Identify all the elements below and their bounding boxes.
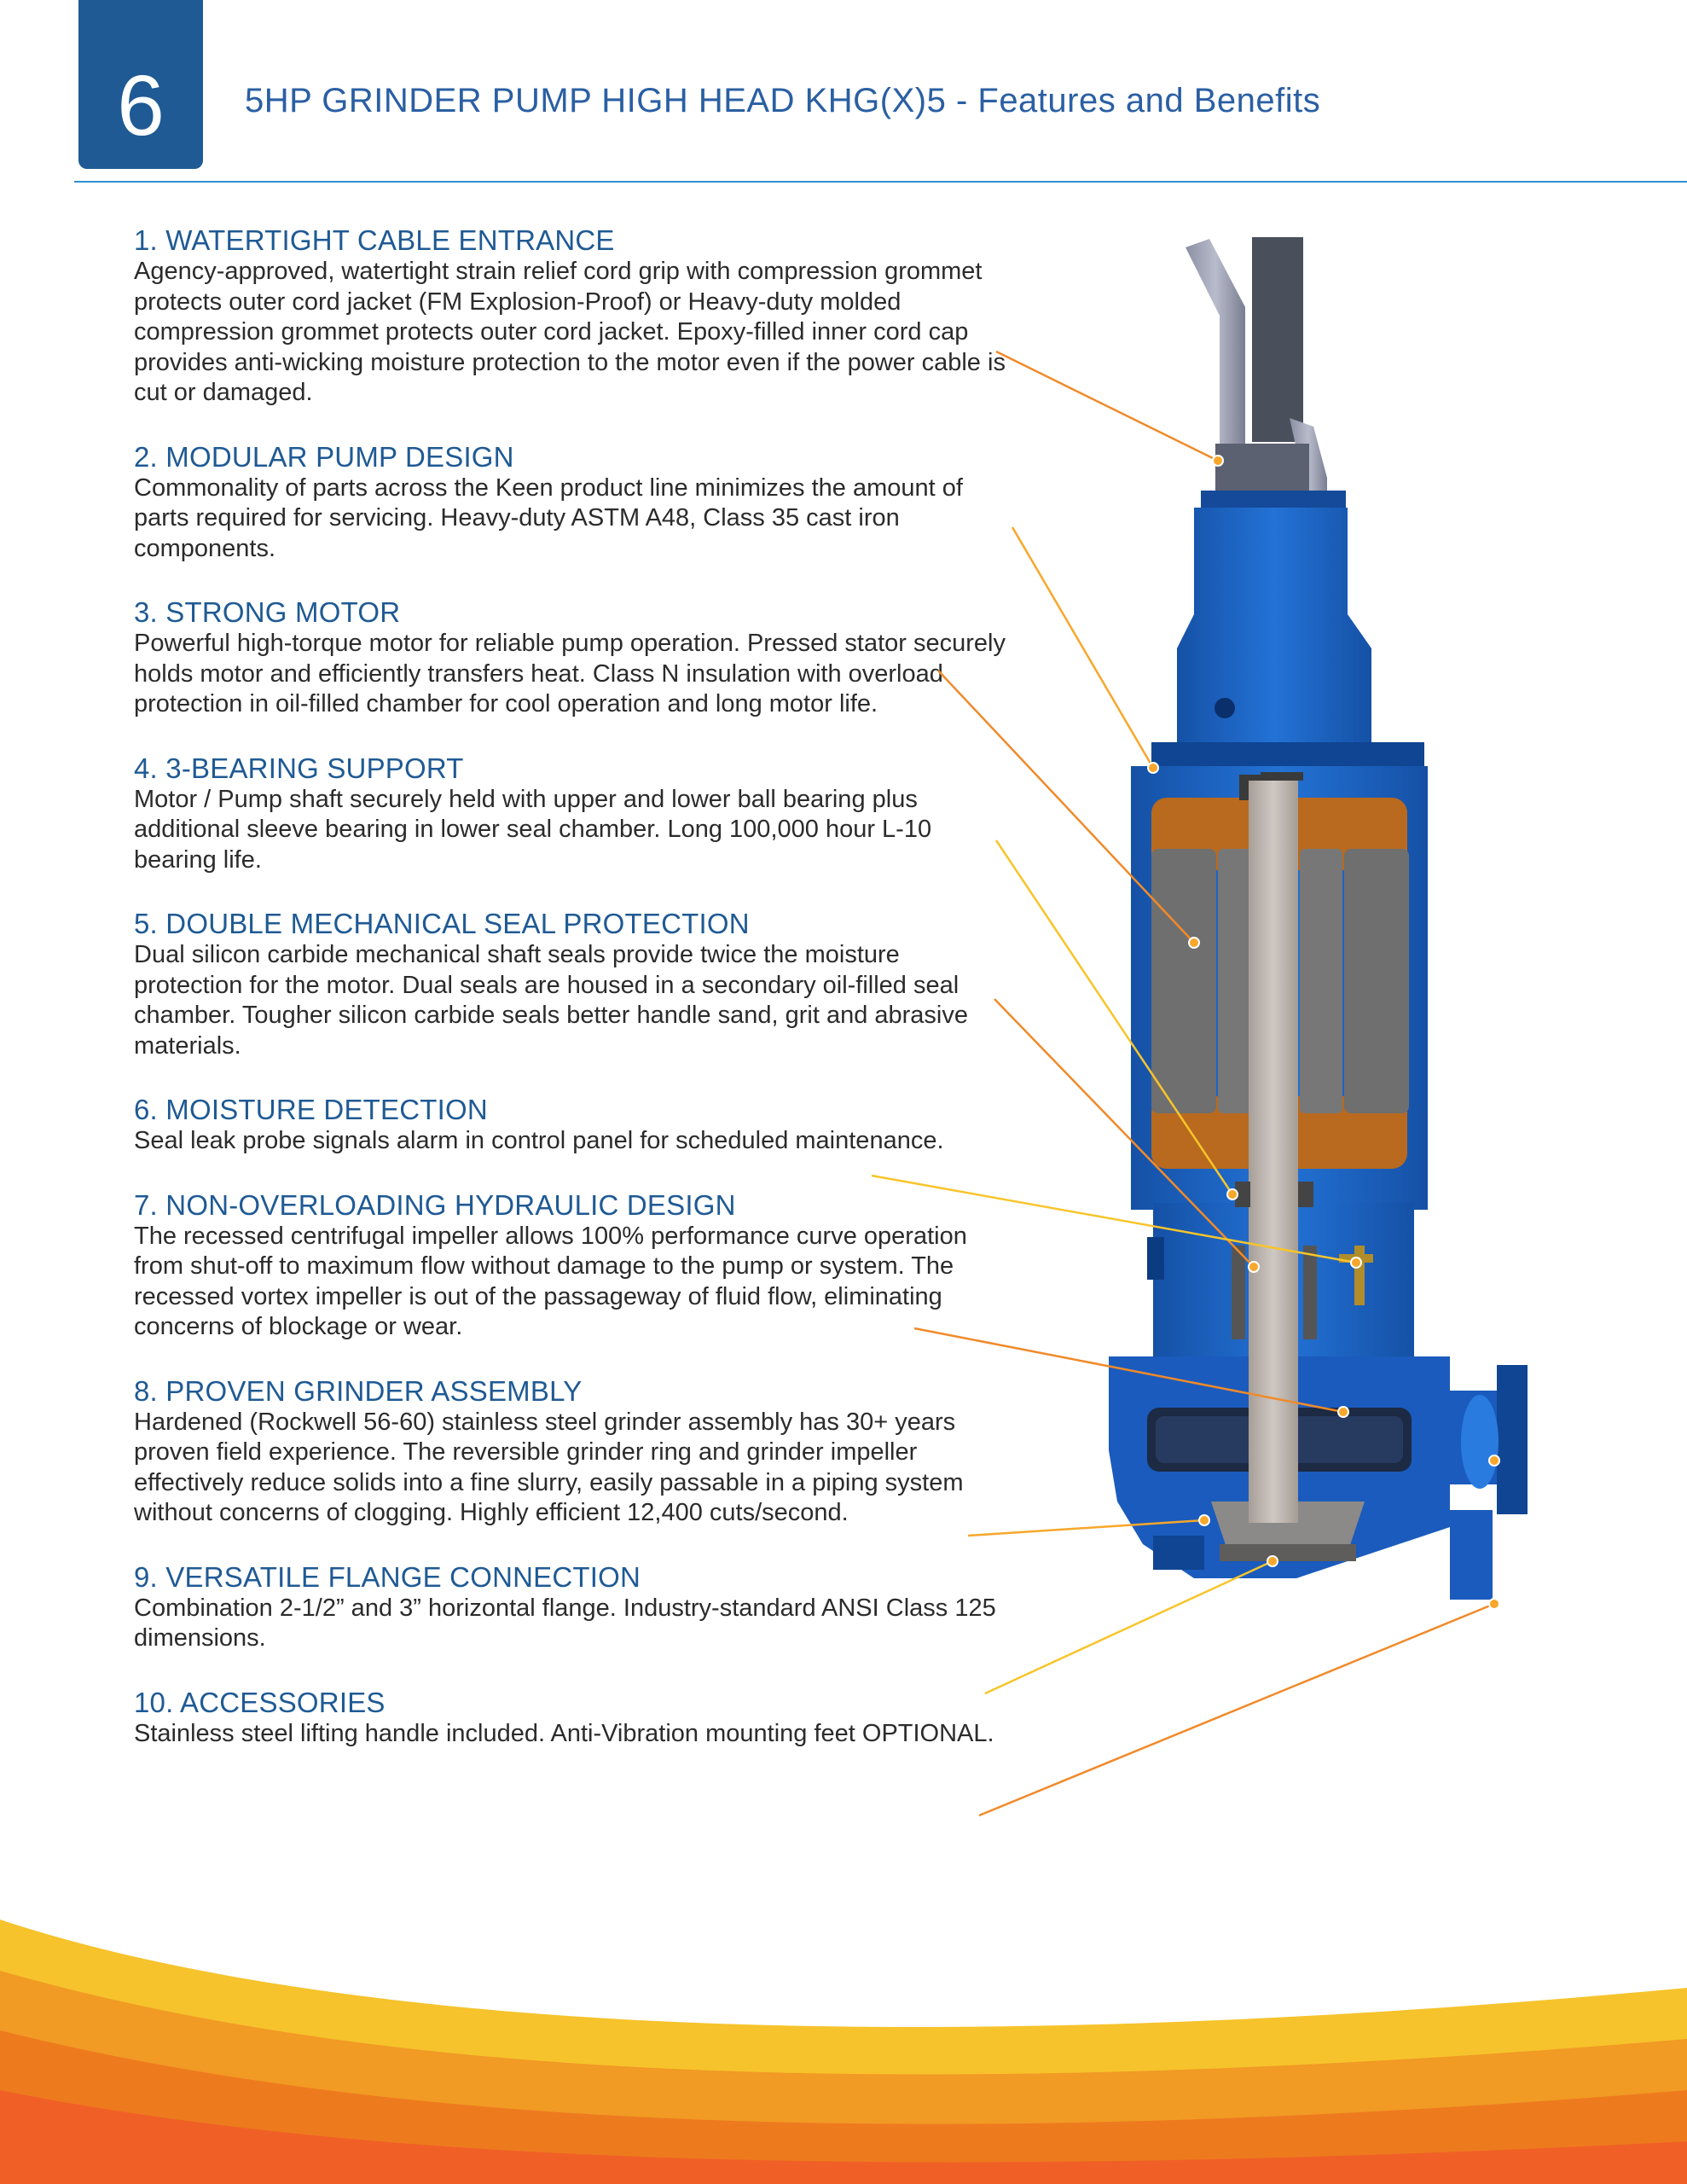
page-number: 6 bbox=[117, 58, 165, 154]
feature-item bbox=[134, 1094, 1012, 1157]
feature-heading: 6. MOISTURE DETECTION bbox=[134, 1094, 488, 1125]
feature-heading: 5. DOUBLE MECHANICAL SEAL PROTECTION bbox=[134, 908, 750, 939]
feature-item bbox=[134, 441, 1012, 565]
feature-heading: 10. ACCESSORIES bbox=[134, 1686, 386, 1718]
feature-item bbox=[134, 752, 1012, 876]
feature-description: Combination 2-1/2” and 3” horizontal flange. Industry-standard ANSI Class 125 dimensions. bbox=[134, 1594, 996, 1652]
callout-points bbox=[1148, 456, 1499, 1609]
feature-heading: 2. MODULAR PUMP DESIGN bbox=[134, 440, 514, 473]
feature-item bbox=[134, 1687, 1012, 1750]
grinder-assembly-icon bbox=[1211, 1502, 1365, 1561]
power-cable-icon bbox=[1186, 237, 1327, 580]
feature-description: Dual silicon carbide mechanical shaft seals provide twice the moisture protection for the motor. Dual seals are housed in a secondary oil-filled seal chamber. Tougher silicon carbide seals better handle sand, grit and abrasive materials. bbox=[134, 941, 968, 1060]
feature-heading: 7. NON-OVERLOADING HYDRAULIC DESIGN bbox=[134, 1188, 736, 1221]
feature-item bbox=[134, 1375, 1012, 1529]
footer-swoosh bbox=[0, 1860, 1687, 2184]
callout-line-9 bbox=[985, 1561, 1272, 1693]
feature-heading: 8. PROVEN GRINDER ASSEMBLY bbox=[134, 1374, 583, 1407]
callout-line-2 bbox=[1012, 527, 1153, 768]
feature-heading: 9. VERSATILE FLANGE CONNECTION bbox=[134, 1560, 641, 1593]
feature-list bbox=[134, 224, 1012, 1749]
feature-description: Powerful high-torque motor for reliable pump operation. Pressed stator securely holds motor and efficiently transfers heat. Class N insulation with overload protection in oil-filled chamber for cool operation and long motor life. bbox=[134, 630, 1006, 717]
callout-line-4 bbox=[996, 840, 1232, 1194]
feature-description: The recessed centrifugal impeller allows 100% performance curve operation from shut-off to maximum flow without damage to the pump or system. The recessed vortex impeller is out of the passageway of fluid flow, eliminating concerns of blockage or wear. bbox=[134, 1222, 967, 1340]
feature-description: Agency-approved, watertight strain relief cord grip with compression grommet protects outer cord jacket (FM Explosion-Proof) or Heavy-duty molded compression grommet protects outer cord jacket. Epoxy-filled inner cord cap provides anti-wicking moisture protection to the motor even if the power cable is cut or damaged. bbox=[134, 258, 1006, 406]
feature-heading: 3. STRONG MOTOR bbox=[134, 596, 401, 628]
callout-line-5 bbox=[994, 999, 1254, 1267]
feature-description: Motor / Pump shaft securely held with upper and lower ball bearing plus additional sleeve bearing in lower seal chamber. Long 100,000 hour L-10 bearing life. bbox=[134, 785, 932, 874]
feature-description: Stainless steel lifting handle included. Anti-Vibration mounting feet OPTIONAL. bbox=[134, 1719, 994, 1747]
header-divider bbox=[74, 181, 1687, 183]
feature-item bbox=[134, 908, 1012, 1061]
feature-description: Seal leak probe signals alarm in control panel for scheduled maintenance. bbox=[134, 1127, 944, 1154]
page-title: 5HP GRINDER PUMP HIGH HEAD KHG(X)5 - Features and Benefits bbox=[245, 82, 1321, 119]
seal-chamber-icon bbox=[1147, 1203, 1414, 1356]
feature-heading: 4. 3-BEARING SUPPORT bbox=[134, 752, 464, 784]
feature-description: Hardened (Rockwell 56-60) stainless steel grinder assembly has 30+ years proven field experience. The reversible grinder ring and grinder impeller effectively reduce solids into a fine slurry, easily passable in a piping system without concerns of clogging. Highly efficient 12,400 cuts/second. bbox=[134, 1408, 964, 1526]
cable-entrance-icon bbox=[1201, 444, 1346, 525]
feature-item bbox=[134, 596, 1012, 720]
page-number-badge bbox=[78, 0, 203, 169]
feature-heading: 1. WATERTIGHT CABLE ENTRANCE bbox=[134, 224, 615, 256]
impeller-icon bbox=[1147, 1408, 1412, 1472]
motor-housing-icon bbox=[1151, 508, 1424, 770]
discharge-flange-icon bbox=[1109, 1356, 1528, 1600]
feature-item bbox=[134, 1561, 1012, 1654]
motor-icon bbox=[1131, 766, 1428, 1210]
callout-line-10 bbox=[979, 1604, 1494, 1815]
feature-item bbox=[134, 1189, 1012, 1343]
shaft-icon bbox=[1232, 772, 1317, 1523]
feature-description: Commonality of parts across the Keen product line minimizes the amount of parts required for servicing. Heavy-duty ASTM A48, Class 35 cast iron components. bbox=[134, 473, 963, 562]
callout-line-1 bbox=[996, 351, 1218, 461]
feature-item bbox=[134, 224, 1012, 409]
